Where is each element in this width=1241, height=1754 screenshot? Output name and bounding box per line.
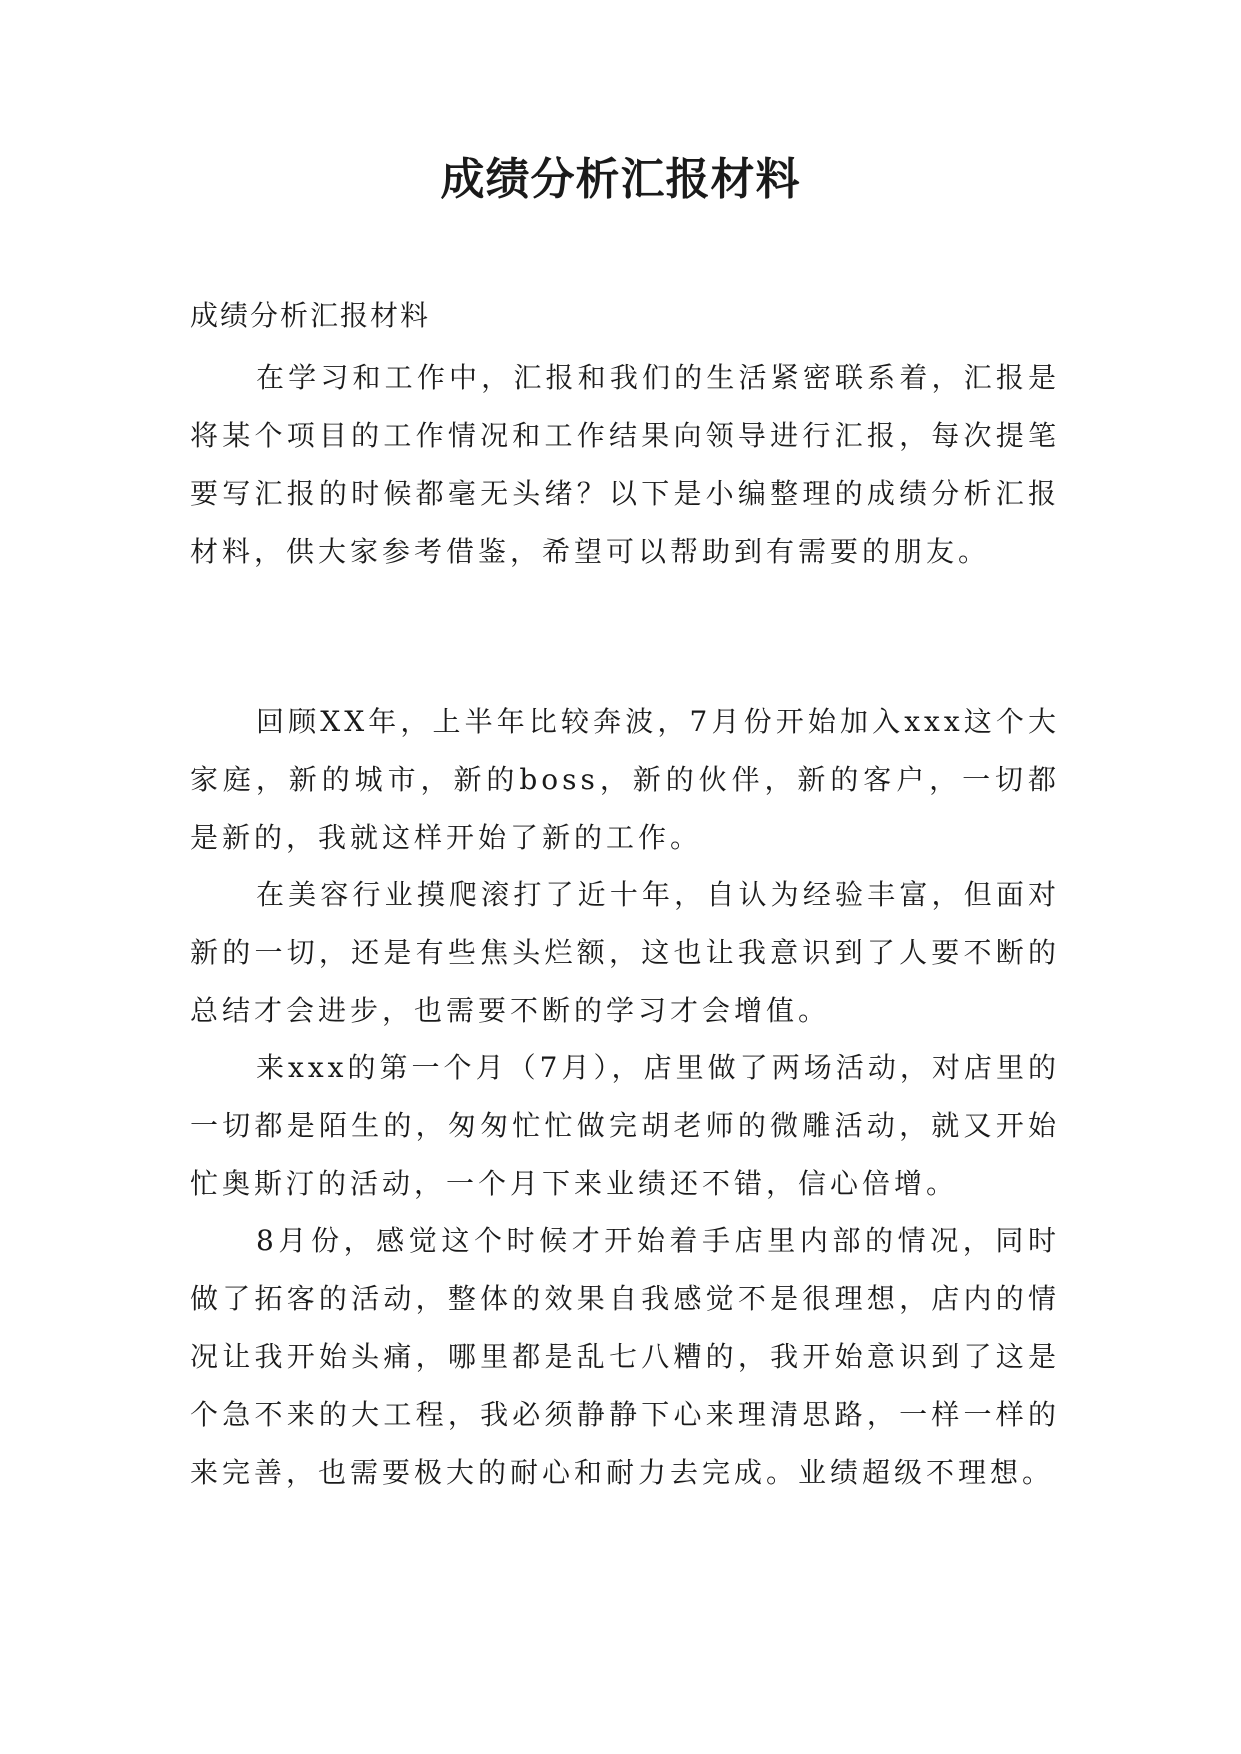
paragraph-review: 回顾XX年，上半年比较奔波，7月份开始加入xxx这个大家庭，新的城市，新的boss，新的伙伴，新的客户，一切都是新的，我就这样开始了新的工作。 (190, 705, 1060, 854)
paragraph-intro: 在学习和工作中，汇报和我们的生活紧密联系着，汇报是将某个项目的工作情况和工作结果向领导进行汇报，每次提笔要写汇报的时候都毫无头绪？以下是小编整理的成绩分析汇报材料，供大家参考借鉴，希望可以帮助到有需要的朋友。 (190, 361, 1060, 568)
paragraph-august: 8月份，感觉这个时候才开始着手店里内部的情况，同时做了拓客的活动，整体的效果自我感觉不是很理想，店内的情况让我开始头痛，哪里都是乱七八糟的，我开始意识到了这是个急不来的大工程，我必须静静下心来理清思路，一样一样的来完善，也需要极大的耐心和耐力去完成。业绩超级不理想。 (190, 1224, 1060, 1489)
paragraph-first-month: 来xxx的第一个月（7月），店里做了两场活动，对店里的一切都是陌生的，匆匆忙忙做完胡老师的微雕活动，就又开始忙奥斯汀的活动，一个月下来业绩还不错，信心倍增。 (190, 1051, 1060, 1200)
document-title: 成绩分析汇报材料 (440, 154, 801, 205)
document-subtitle: 成绩分析汇报材料 (190, 299, 431, 332)
paragraph-experience: 在美容行业摸爬滚打了近十年，自认为经验丰富，但面对新的一切，还是有些焦头烂额，这也让我意识到了人要不断的总结才会进步，也需要不断的学习才会增值。 (190, 878, 1060, 1027)
